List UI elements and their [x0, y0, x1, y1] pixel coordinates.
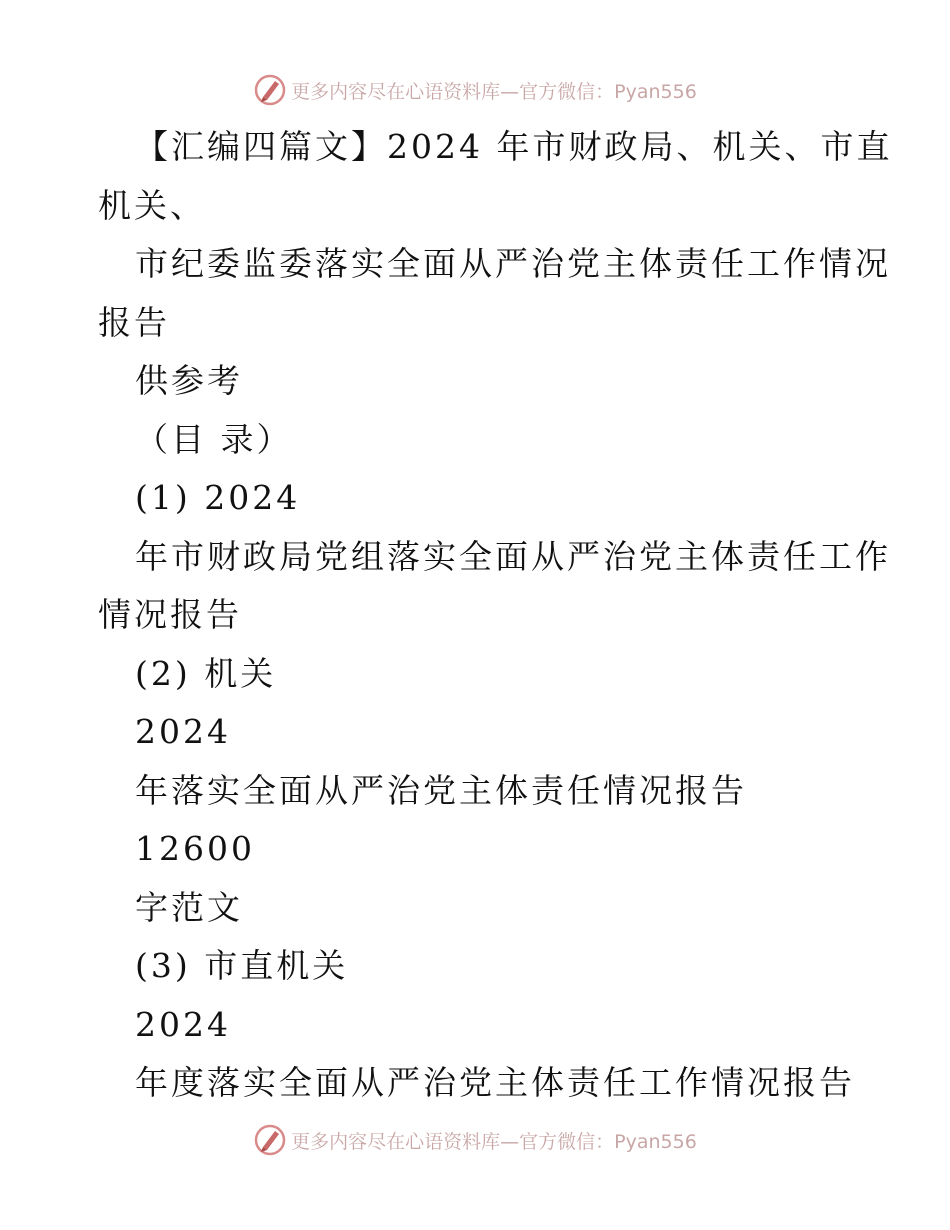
- toc-item-2-text: 年落实全面从严治党主体责任情况报告: [135, 770, 747, 810]
- toc-item-3-text: 年度落实全面从严治党主体责任工作情况报告: [135, 1063, 855, 1102]
- doc-subtitle: 供参考: [135, 361, 243, 400]
- watermark-text: 更多内容尽在心语资料库—官方微信：Pyan556: [291, 1130, 697, 1153]
- toc-item-1-text: 年市财政局党组落实全面从严治党主体责任工作: [135, 536, 891, 576]
- toc-item-1-number: (1) 2024: [135, 478, 301, 517]
- toc-item-1-text-cont: 情况报告: [98, 595, 242, 634]
- toc-item-2-number: (2) 机关: [135, 653, 277, 693]
- pen-logo-icon: [253, 73, 287, 107]
- toc-item-3-number: (3) 市直机关: [135, 946, 349, 985]
- toc-item-2-wordcount: 12600: [135, 829, 255, 868]
- doc-title-line-1: 【汇编四篇文】2024 年市财政局、机关、市直: [135, 127, 893, 166]
- toc-item-3-year: 2024: [135, 1004, 231, 1044]
- doc-title-line-3: 市纪委监委落实全面从严治党主体责任工作情况: [135, 244, 891, 283]
- doc-title-line-2: 机关、: [98, 185, 206, 225]
- watermark-header: [0, 70, 950, 110]
- toc-item-2-suffix: 字范文: [135, 887, 243, 927]
- watermark-footer: [0, 1120, 950, 1160]
- watermark-text: 更多内容尽在心语资料库—官方微信：Pyan556: [291, 80, 697, 103]
- toc-item-2-year: 2024: [135, 712, 231, 751]
- toc-heading: （目 录）: [135, 419, 293, 459]
- document-body: [98, 118, 893, 1113]
- doc-title-line-4: 报告: [98, 302, 170, 342]
- pen-logo-icon: [253, 1123, 287, 1157]
